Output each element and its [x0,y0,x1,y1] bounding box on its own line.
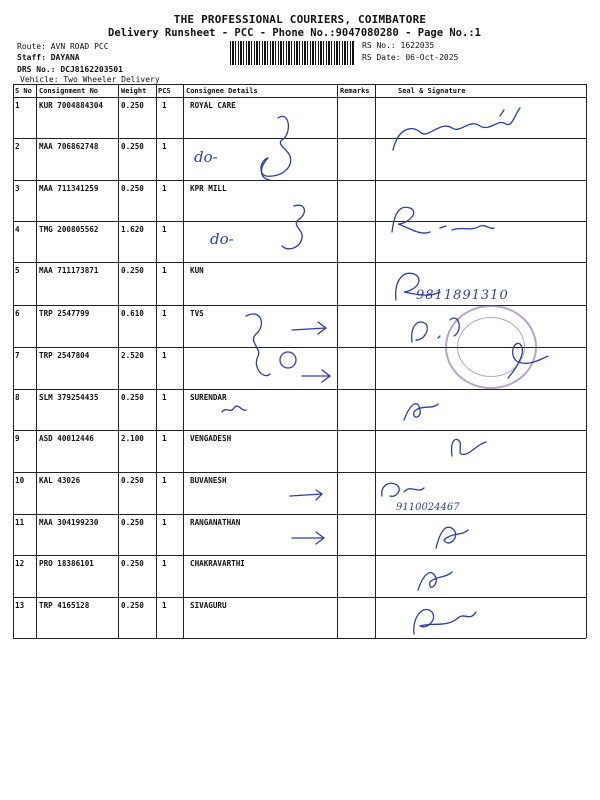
cell-weight: 0.250 [121,101,144,110]
signature-row10 [382,483,424,496]
cell-weight: 1.620 [121,225,144,234]
cell-sno: 2 [15,142,20,151]
cell-pcs: 1 [162,184,167,193]
cell-pcs: 1 [162,142,167,151]
ditto-mark-row1 [261,116,291,176]
cell-pcs: 1 [162,476,167,485]
cell-consignee: SURENDAR [190,393,227,402]
ditto-mark-row3 [282,205,304,249]
cell-sno: 12 [15,559,25,568]
cell-consignee: TVS [190,309,204,318]
cell-sno: 5 [15,266,20,275]
cell-consignment: MAA 706862748 [39,142,99,151]
cell-consignment: ASD 40012446 [39,434,94,443]
cell-consignment: TRP 4165128 [39,601,90,610]
cell-pcs: 1 [162,434,167,443]
cell-consignee: KPR MILL [190,184,227,193]
cell-consignment: MAA 711341259 [39,184,99,193]
ditto-circle-row7 [280,352,296,368]
vehicle-text: Vehicle: Two Wheeler Delivery [20,75,160,84]
col-header-remarks: Remarks [340,87,370,95]
signature-row11 [436,527,468,548]
cell-weight: 0.250 [121,393,144,402]
cell-consignment: MAA 711173871 [39,266,99,275]
cell-pcs: 1 [162,351,167,360]
cell-consignment: PRO 18386101 [39,559,94,568]
initial-mark-row8 [222,406,246,412]
cell-weight: 0.610 [121,309,144,318]
signature-row9 [452,439,486,456]
col-header-signature: Seal & Signature [398,87,466,95]
cell-pcs: 1 [162,393,167,402]
rs-date: RS Date: 06-Oct-2025 [362,53,459,62]
cell-sno: 9 [15,434,20,443]
cell-weight: 0.250 [121,518,144,527]
cell-consignment: KAL 43026 [39,476,81,485]
cell-consignee: ROYAL CARE [190,101,236,110]
cell-weight: 0.250 [121,266,144,275]
cell-consignment: TMG 200805562 [39,225,99,234]
cell-sno: 10 [15,476,25,485]
col-header-pcs: PCS [158,87,171,95]
cell-weight: 2.520 [121,351,144,360]
handwritten-number-row10: 9110024467 [396,502,460,513]
cell-consignee: KUN [190,266,204,275]
route-text: Route: AVN ROAD PCC [17,42,109,51]
cell-weight: 0.250 [121,142,144,151]
cell-sno: 7 [15,351,20,360]
drs-number: DRS No.: DCJ8162203501 [17,65,123,74]
arrow-row7 [302,370,330,382]
arrow-row6 [292,322,326,334]
arrow-row10 [290,490,322,500]
cell-sno: 1 [15,101,20,110]
signature-row1 [393,108,520,150]
cell-consignment: TRP 2547804 [39,351,90,360]
cell-sno: 11 [15,518,25,527]
cell-pcs: 1 [162,101,167,110]
cell-consignee: BUVANESH [190,476,227,485]
cell-consignment: SLM 379254435 [39,393,99,402]
arrow-row11 [292,532,324,544]
cell-consignment: KUR 7004884304 [39,101,104,110]
cell-pcs: 1 [162,266,167,275]
cell-weight: 0.250 [121,601,144,610]
cell-sno: 8 [15,393,20,402]
signature-row12 [418,572,452,590]
col-header-sno: S No [15,87,32,95]
cell-pcs: 1 [162,309,167,318]
cell-weight: 0.250 [121,559,144,568]
signature-row6 [412,318,460,342]
signature-row8 [404,404,438,420]
ditto-text-row4: do- [210,230,234,248]
signature-row4 [392,207,494,233]
cell-sno: 4 [15,225,20,234]
cell-consignment: TRP 2547799 [39,309,90,318]
cell-pcs: 1 [162,225,167,234]
cell-sno: 6 [15,309,20,318]
cell-pcs: 1 [162,601,167,610]
cell-sno: 3 [15,184,20,193]
handwritten-phone-row5: 9811891310 [416,288,509,303]
col-header-consignment: Consignment No [39,87,99,95]
staff-text: Staff: DAYANA [17,53,80,62]
rs-number: RS No.: 1622035 [362,41,435,50]
col-header-consignee: Consignee Details [186,87,258,95]
cell-consignee: CHAKRAVARTHI [190,559,245,568]
cell-consignee: VENGADESH [190,434,232,443]
col-header-weight: Weight [121,87,147,95]
signature-row13 [414,609,476,634]
cell-weight: 0.250 [121,476,144,485]
runsheet-subtitle: Delivery Runsheet - PCC - Phone No.:9047080280 - Page No.:1 [108,27,481,39]
cell-consignee: SIVAGURU [190,601,227,610]
cell-weight: 0.250 [121,184,144,193]
cell-consignment: MAA 304199230 [39,518,99,527]
ditto-text-row2: do- [194,148,218,166]
ditto-mark-row6 [246,314,270,376]
cell-consignee: RANGANATHAN [190,518,241,527]
signature-row7 [508,343,548,378]
company-title: THE PROFESSIONAL COURIERS, COIMBATORE [173,13,427,26]
cell-pcs: 1 [162,559,167,568]
cell-weight: 2.100 [121,434,144,443]
cell-sno: 13 [15,601,25,610]
cell-pcs: 1 [162,518,167,527]
